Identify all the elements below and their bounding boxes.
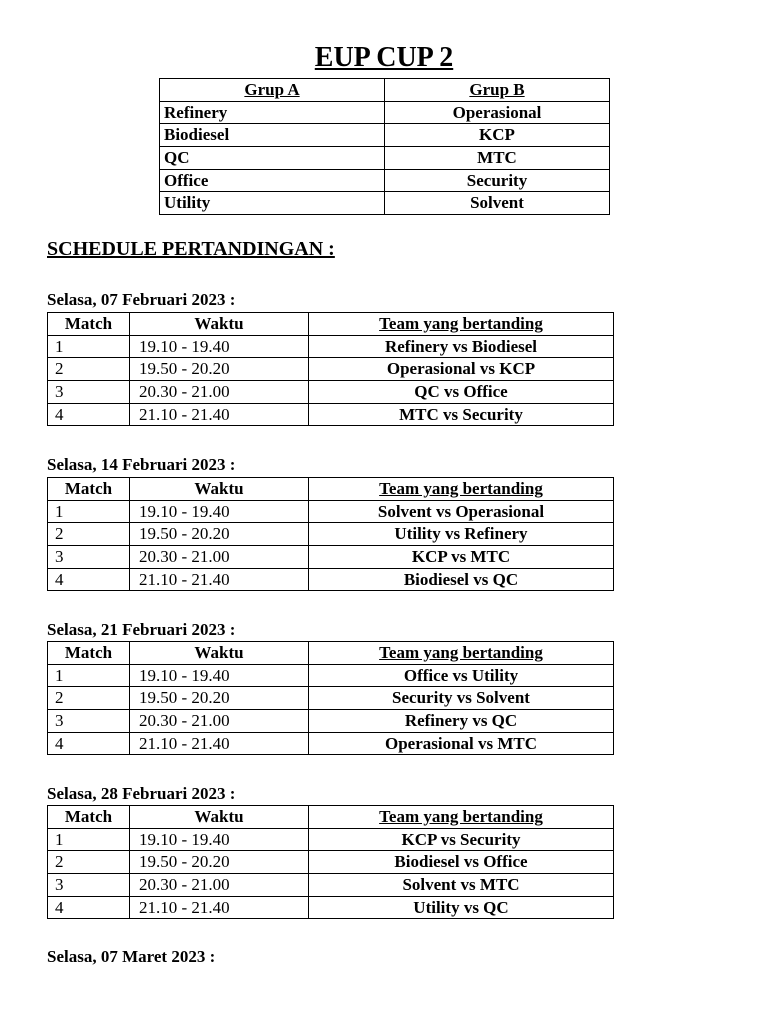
table-row (48, 335, 614, 358)
match-time: 19.50 - 20.20 (130, 523, 309, 546)
match-number: 3 (48, 381, 130, 404)
match-teams: Utility vs Refinery (309, 523, 614, 546)
group-header-row (160, 79, 610, 102)
match-header: Match (48, 313, 130, 336)
match-number: 3 (48, 710, 130, 733)
match-number: 1 (48, 335, 130, 358)
match-time: 21.10 - 21.40 (130, 568, 309, 591)
match-teams: MTC vs Security (309, 403, 614, 426)
group-row (160, 124, 610, 147)
match-number: 4 (48, 568, 130, 591)
match-time: 19.10 - 19.40 (130, 335, 309, 358)
day-label: Selasa, 21 Februari 2023 : (47, 620, 236, 639)
match-number: 2 (48, 687, 130, 710)
match-teams: Security vs Solvent (309, 687, 614, 710)
table-row (48, 874, 614, 897)
match-number: 4 (48, 403, 130, 426)
group-row (160, 169, 610, 192)
table-row (48, 403, 614, 426)
schedule-table (47, 312, 614, 426)
match-number: 1 (48, 664, 130, 687)
match-number: 4 (48, 732, 130, 755)
schedule-heading: SCHEDULE PERTANDINGAN : (47, 238, 335, 260)
match-header: Match (48, 642, 130, 665)
table-row (48, 546, 614, 569)
group-a-team: Biodiesel (160, 124, 385, 147)
table-row (48, 896, 614, 919)
match-teams: Refinery vs QC (309, 710, 614, 733)
match-teams: QC vs Office (309, 381, 614, 404)
group-a-header: Grup A (160, 79, 385, 102)
match-time: 20.30 - 21.00 (130, 381, 309, 404)
table-row (48, 358, 614, 381)
group-a-team: Utility (160, 192, 385, 215)
group-b-team: Solvent (385, 192, 610, 215)
team-header: Team yang bertanding (309, 313, 614, 336)
match-teams: KCP vs MTC (309, 546, 614, 569)
match-time: 21.10 - 21.40 (130, 403, 309, 426)
table-row (48, 568, 614, 591)
match-number: 1 (48, 500, 130, 523)
day-label: Selasa, 14 Februari 2023 : (47, 455, 236, 474)
match-teams: Solvent vs MTC (309, 874, 614, 897)
match-teams: Utility vs QC (309, 896, 614, 919)
match-header: Match (48, 478, 130, 501)
match-number: 3 (48, 546, 130, 569)
group-row (160, 192, 610, 215)
waktu-header: Waktu (130, 806, 309, 829)
match-time: 20.30 - 21.00 (130, 874, 309, 897)
table-row (48, 851, 614, 874)
match-teams: Operasional vs MTC (309, 732, 614, 755)
match-teams: Biodiesel vs Office (309, 851, 614, 874)
match-number: 4 (48, 896, 130, 919)
group-b-team: Operasional (385, 101, 610, 124)
team-header: Team yang bertanding (309, 642, 614, 665)
schedule-header-row (48, 313, 614, 336)
group-table (159, 78, 610, 215)
group-row (160, 101, 610, 124)
table-row (48, 500, 614, 523)
team-header: Team yang bertanding (309, 478, 614, 501)
waktu-header: Waktu (130, 642, 309, 665)
group-b-team: KCP (385, 124, 610, 147)
match-number: 2 (48, 358, 130, 381)
team-header: Team yang bertanding (309, 806, 614, 829)
schedule-table (47, 805, 614, 919)
table-row (48, 828, 614, 851)
day-label: Selasa, 07 Maret 2023 : (47, 947, 216, 966)
match-teams: Biodiesel vs QC (309, 568, 614, 591)
day-label: Selasa, 07 Februari 2023 : (47, 290, 236, 309)
schedule-table (47, 641, 614, 755)
match-teams: Refinery vs Biodiesel (309, 335, 614, 358)
group-a-team: Office (160, 169, 385, 192)
match-header: Match (48, 806, 130, 829)
match-time: 19.10 - 19.40 (130, 828, 309, 851)
match-time: 20.30 - 21.00 (130, 710, 309, 733)
match-teams: Operasional vs KCP (309, 358, 614, 381)
match-time: 21.10 - 21.40 (130, 896, 309, 919)
match-time: 20.30 - 21.00 (130, 546, 309, 569)
group-a-team: Refinery (160, 101, 385, 124)
table-row (48, 732, 614, 755)
match-time: 19.10 - 19.40 (130, 664, 309, 687)
group-row (160, 147, 610, 170)
table-row (48, 381, 614, 404)
schedule-table (47, 477, 614, 591)
schedule-header-row (48, 642, 614, 665)
match-teams: Solvent vs Operasional (309, 500, 614, 523)
match-number: 2 (48, 523, 130, 546)
group-b-team: Security (385, 169, 610, 192)
waktu-header: Waktu (130, 313, 309, 336)
group-b-header: Grup B (385, 79, 610, 102)
table-row (48, 523, 614, 546)
group-b-team: MTC (385, 147, 610, 170)
table-row (48, 687, 614, 710)
match-time: 19.50 - 20.20 (130, 358, 309, 381)
day-label: Selasa, 28 Februari 2023 : (47, 784, 236, 803)
match-time: 21.10 - 21.40 (130, 732, 309, 755)
page-title: EUP CUP 2 (314, 42, 454, 73)
match-time: 19.50 - 20.20 (130, 851, 309, 874)
match-number: 2 (48, 851, 130, 874)
match-time: 19.50 - 20.20 (130, 687, 309, 710)
waktu-header: Waktu (130, 478, 309, 501)
match-time: 19.10 - 19.40 (130, 500, 309, 523)
match-teams: Office vs Utility (309, 664, 614, 687)
match-number: 3 (48, 874, 130, 897)
match-teams: KCP vs Security (309, 828, 614, 851)
table-row (48, 710, 614, 733)
schedule-header-row (48, 806, 614, 829)
table-row (48, 664, 614, 687)
group-a-team: QC (160, 147, 385, 170)
match-number: 1 (48, 828, 130, 851)
schedule-header-row (48, 478, 614, 501)
